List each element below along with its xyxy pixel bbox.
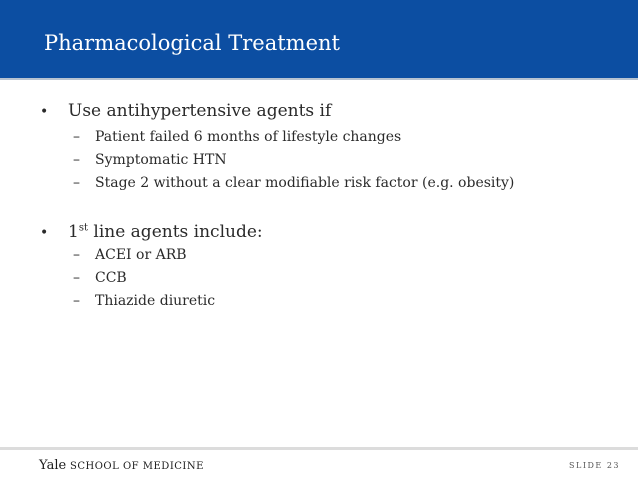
bullet-item [40,100,331,123]
sub-bullet-text: Symptomatic HTN [95,152,227,168]
bullet-text-prefix: 1 [68,222,79,242]
bullet-text: line agents include: [87,222,263,242]
sub-bullet-item [73,128,401,146]
slide-label: SLIDE [569,461,603,470]
bullet-icon: • [40,104,49,120]
footer-divider [0,447,638,450]
yale-medicine-logo [39,458,204,474]
dash-icon: – [73,293,80,309]
sub-bullet-text: CCB [95,270,127,286]
bullet-item [40,221,263,244]
sub-bullet-text: Stage 2 without a clear modifiable risk factor (e.g. obesity) [95,175,515,191]
dash-icon: – [73,129,80,145]
logo-school-text: SCHOOL OF MEDICINE [70,461,204,472]
bullet-text: Use antihypertensive agents if [68,101,332,121]
slide-number-value: 23 [606,461,620,470]
sub-bullet-item [73,246,187,264]
dash-icon: – [73,152,80,168]
sub-bullet-text: Patient failed 6 months of lifestyle changes [95,129,402,145]
bullet-text-superscript: st [78,222,88,234]
sub-bullet-item [73,174,514,192]
dash-icon: – [73,270,80,286]
logo-yale-text: Yale [39,458,67,473]
sub-bullet-text: Thiazide diuretic [95,293,216,309]
slide-title: Pharmacological Treatment [44,31,340,55]
bullet-icon: • [40,225,49,241]
sub-bullet-item [73,269,127,287]
sub-bullet-item [73,151,227,169]
dash-icon: – [73,247,80,263]
dash-icon: – [73,175,80,191]
sub-bullet-text: ACEI or ARB [95,247,187,263]
slide-number [569,461,620,470]
sub-bullet-item [73,292,215,310]
